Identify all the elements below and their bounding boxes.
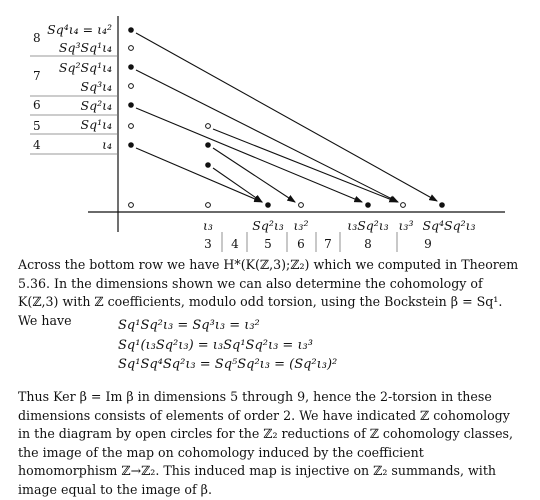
row-label-sq4-i4: Sq⁴ι₄ = ι₄² [47,22,112,37]
dot-open-i3-cubed [401,203,406,208]
row-degree-6: 6 [33,98,41,112]
dot-open-i3-squared [299,203,304,208]
row-degree-5: 5 [33,119,41,133]
dot-open-bottom-i3-col [206,203,211,208]
bottom-label-i3sq2-i3: ι₃Sq²ι₃ [347,218,389,233]
dot-filled-mid-lower [205,162,211,168]
row-label-i4: ι₄ [102,137,112,152]
arrow-sq2sq1-to-i3-cubed [136,70,398,202]
bottom-degree-4: 4 [231,237,239,251]
arrow-sq2-to-i3sq2 [136,108,362,202]
row-label-sq3sq1-i4: Sq³Sq¹ι₄ [58,40,112,55]
paragraph-conclusion-text: Thus Ker β = Im β in dimensions 5 through 9, hence the 2-torsion in these dimensions consists of elements of order 2. We have indicated ℤ cohomology in the diagram by open circles for the ℤ₂ reductions of ℤ cohomology classes, the image of the map on cohomology induced by the coefficient homomorphism ℤ→ℤ₂. This induced map is injective on ℤ₂ summands, with image equal to the image of β. [18,389,513,497]
row-degree-7: 7 [33,69,41,83]
equation-2: Sq¹(ι₃Sq²ι₃) = ι₃Sq¹Sq²ι₃ = ι₃³ [118,337,313,353]
bottom-label-sq4sq2-i3: Sq⁴Sq²ι₃ [422,218,476,233]
row-degree-4: 4 [33,138,41,152]
dot-filled-sq4sq2-i3 [439,202,445,208]
arrow-mid-upper-to-i3-cubed [213,129,397,202]
equation-3: Sq¹Sq⁴Sq²ι₃ = Sq⁵Sq²ι₃ = (Sq²ι₃)² [118,357,338,373]
bottom-label-i3-cubed: ι₃³ [398,218,414,233]
bottom-label-i3: ι₃ [203,218,213,233]
differential-arrows [136,33,437,202]
row-label-sq3-i4: Sq³ι₄ [80,79,112,94]
arrow-sq4-to-sq4sq2 [136,33,437,201]
dot-filled-i4 [128,142,134,148]
paragraph-conclusion [18,388,524,500]
row-label-sq2sq1-i4: Sq²Sq¹ι₄ [58,60,112,75]
arrow-i4-to-sq2i3 [136,148,262,202]
dot-filled-i3-sq2-i3 [365,202,371,208]
row-label-sq2-i4: Sq²ι₄ [80,98,112,113]
bottom-degree-5: 5 [264,237,272,251]
dot-filled-sq2sq1-i4 [128,64,134,70]
row-degree-8: 8 [33,31,41,45]
dot-open-sq3-i4 [129,84,134,89]
dot-open-sq3sq1-i4 [129,46,134,51]
dot-open-i3 [129,203,134,208]
bottom-degree-9: 9 [424,237,432,251]
paragraph-intro-text: Across the bottom row we have H*(K(ℤ,3);ℤ₂) which we computed in Theorem 5.36. In the dimensions shown we can also determine the cohomology of K(ℤ,3) with ℤ coefficients, modulo odd torsion, using the Bockstein β = Sq¹. We have [18,257,519,328]
dot-filled-sq2-i3 [265,202,271,208]
dot-open-sq1-i4 [129,124,134,129]
dot-filled-sq2-i4 [128,102,134,108]
bottom-label-sq2-i3: Sq²ι₃ [252,218,284,233]
bottom-label-i3-squared: ι₃² [293,218,309,233]
dot-filled-mid-middle [205,142,211,148]
row-label-sq1-i4: Sq¹ι₄ [80,117,112,132]
arrow-mid-lower-to-sq2i3 [213,168,262,202]
bottom-degree-8: 8 [364,237,372,251]
dot-filled-sq4-i4 [128,27,134,33]
equation-1: Sq¹Sq²ι₃ = Sq³ι₃ = ι₃² [118,318,260,333]
equation-block [118,316,337,375]
bottom-degree-6: 6 [297,237,305,251]
dot-open-mid-upper [206,124,211,129]
bottom-degree-7: 7 [324,237,332,251]
bottom-degree-3: 3 [204,237,212,251]
